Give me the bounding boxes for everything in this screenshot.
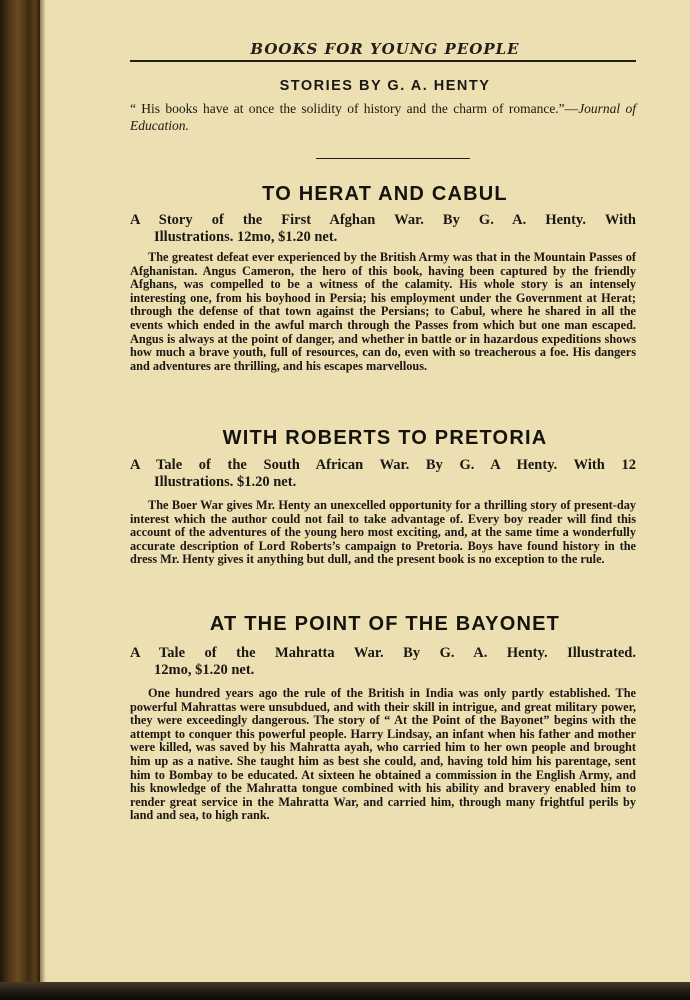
subtitle-line-1: A Story of the First Afghan War. By G. A. Henty. With bbox=[130, 212, 636, 228]
series-quote bbox=[130, 100, 636, 134]
book-title-point-bayonet: AT THE POINT OF THE BAYONET bbox=[209, 613, 561, 635]
quote-source: Journal of Education. bbox=[130, 101, 637, 133]
quote-text: “ His books have at once the solidity of history and the charm of romance.”— bbox=[130, 101, 579, 116]
header-rule bbox=[130, 60, 636, 62]
subtitle-line-2: Illustrations. $1.20 net. bbox=[154, 474, 297, 490]
book-subtitle-point-bayonet bbox=[130, 645, 636, 679]
book-description-roberts-pretoria: The Boer War gives Mr. Henty an unexcelled opportunity for a thrilling story of present-day interest which the author could not fail to take advantage of. Every boy reader will find this account of the adventures of the young hero most exciting, and, at the same time a wonderfully accurate description of Lord Roberts’s campaign to Pretoria. Boys have found history in the dress Mr. Henty gives it anything but dull, and the present book is no exception to the rule. bbox=[130, 498, 636, 567]
page-bottom-edge bbox=[0, 982, 690, 1000]
book-description-point-bayonet: One hundred years ago the rule of the British in India was only partly established. The powerful Mahrattas were unsubdued, and with their skill in intrigue, and great military power, they were exceedingly dangerous. The story of “ At the Point of the Bayonet” begins with the attempt to conquer this powerful people. Harry Lindsay, an infant when his father and mother were killed, was saved by his Mahratta ayah, who carried him to her own people and brought him up as a native. She taught him as best she could, and, having told him his parentage, sent him to Bombay to be educated. At sixteen he obtained a commission in the English Army, and his knowledge of the Mahratta tongue combined with his ability and bravery enabled him to render great service in the Mahratta War, and carried him, through many frightful perils by land and sea, to high rank. bbox=[130, 686, 636, 823]
subtitle-line-2: Illustrations. 12mo, $1.20 net. bbox=[154, 229, 338, 245]
running-header: BOOKS FOR YOUNG PEOPLE bbox=[250, 40, 520, 58]
book-subtitle-herat-cabul bbox=[130, 212, 636, 246]
subtitle-line-1: A Tale of the South African War. By G. A Henty. With 12 bbox=[130, 457, 636, 473]
subtitle-line-2: 12mo, $1.20 net. bbox=[154, 662, 255, 678]
book-description-herat-cabul: The greatest defeat ever experienced by the British Army was that in the Mountain Passes of Afghanistan. Angus Cameron, the hero of this book, having been captured by the friendly Afghans, was compelled to be a witness of the calamity. His whole story is an intensely interesting one, from his boyhood in Persia; his employment under the Government at Herat; through the defense of that town against the Persians; to Cabul, where he shared in all the events which ended in the awful march through the Passes from which but one man escaped. Angus is always at the point of danger, and whether in battle or in hazardous expeditions shows how much a brave youth, full of resources, can do, even with so treacherous a foe. His dangers and adventures are thrilling, and his escapes marvellous. bbox=[130, 250, 636, 373]
section-divider bbox=[316, 158, 470, 159]
series-title: STORIES BY G. A. HENTY bbox=[279, 78, 491, 94]
book-title-roberts-pretoria: WITH ROBERTS TO PRETORIA bbox=[222, 427, 548, 449]
subtitle-line-1: A Tale of the Mahratta War. By G. A. Henty. Illustrated. bbox=[130, 645, 636, 661]
book-subtitle-roberts-pretoria bbox=[130, 457, 636, 491]
book-title-herat-cabul: TO HERAT AND CABUL bbox=[262, 183, 508, 205]
